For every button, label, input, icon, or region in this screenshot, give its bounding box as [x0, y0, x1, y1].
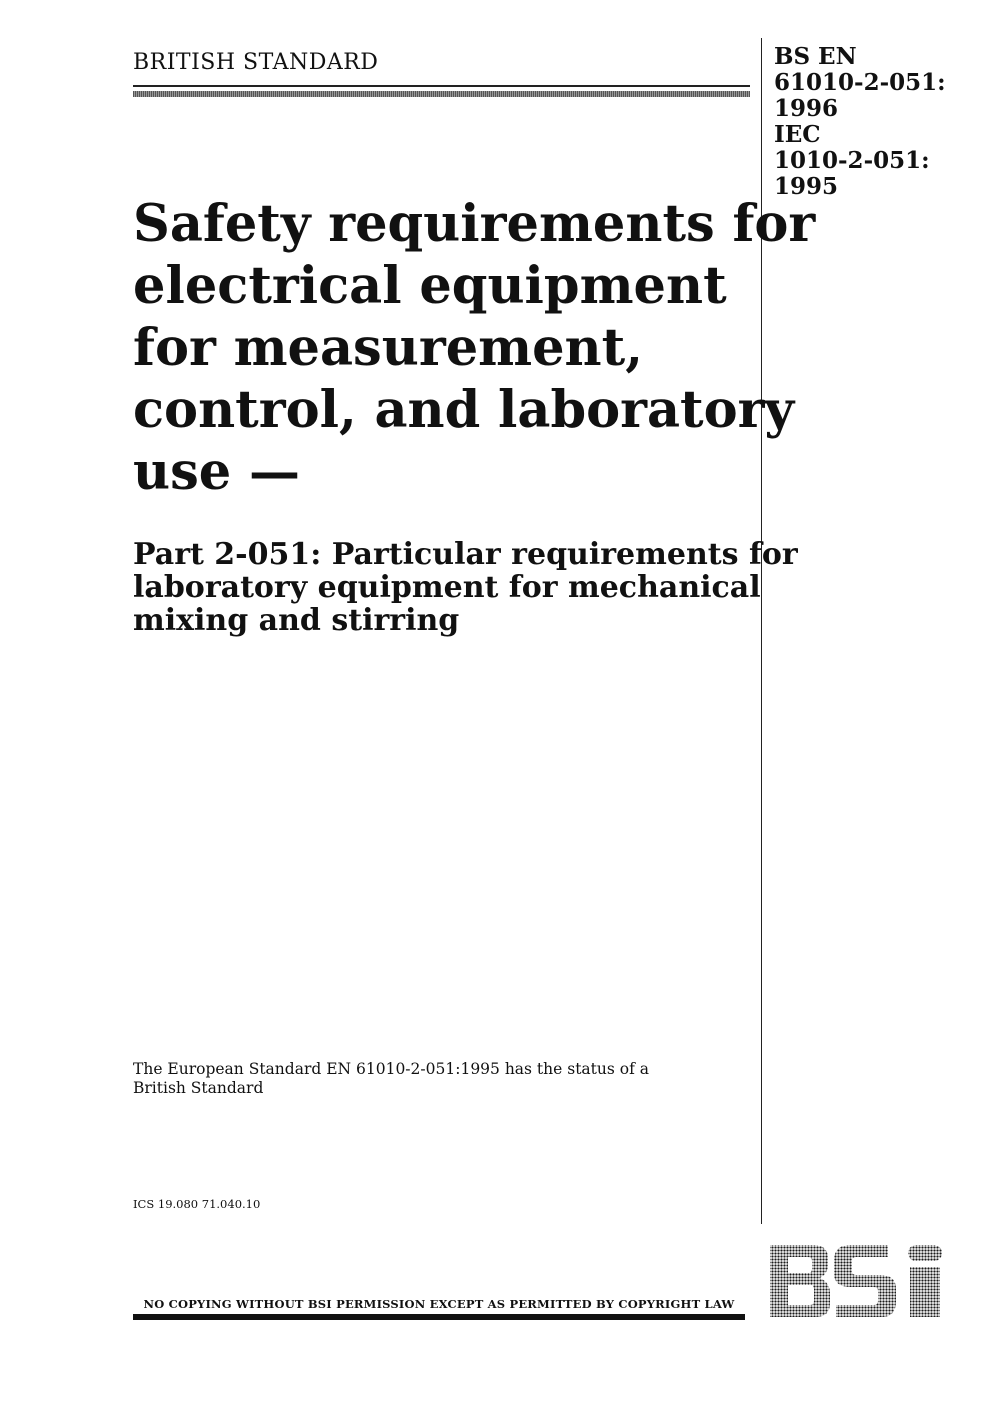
footer-rule	[133, 1314, 745, 1320]
reference-line: 1996	[774, 95, 839, 122]
subtitle-line: laboratory equipment for mechanical	[133, 570, 761, 605]
status-note-line: The European Standard EN 61010-2-051:1995 has the status of a	[133, 1060, 649, 1078]
copyright-notice: NO COPYING WITHOUT BSI PERMISSION EXCEPT AS PERMITTED BY COPYRIGHT LAW	[143, 1297, 735, 1311]
document-type-label: BRITISH STANDARD	[133, 50, 379, 75]
ics-code: ICS 19.080 71.040.10	[133, 1197, 261, 1211]
subtitle-line: mixing and stirring	[133, 603, 460, 638]
subtitle-line: Part 2-051: Particular requirements for	[133, 537, 798, 572]
title-line: Safety requirements for	[133, 194, 816, 254]
reference-line: 1995	[774, 173, 839, 200]
title-line: use —	[133, 442, 300, 502]
document-title	[133, 193, 816, 503]
bsi-logo-icon	[768, 1243, 946, 1319]
header-rule-thin	[133, 85, 750, 87]
reference-line: 61010-2-051:	[774, 69, 946, 96]
reference-line: IEC	[774, 121, 821, 148]
title-line: control, and laboratory	[133, 380, 795, 440]
reference-line: BS EN	[774, 43, 857, 70]
header-rule	[133, 85, 750, 97]
title-line: electrical equipment	[133, 256, 727, 316]
title-line: for measurement,	[133, 318, 643, 378]
status-note	[133, 1060, 733, 1098]
status-note-line: British Standard	[133, 1079, 264, 1097]
header-rule-thick	[133, 91, 750, 97]
reference-line: 1010-2-051:	[774, 147, 930, 174]
document-subtitle	[133, 537, 798, 638]
standard-reference-block	[774, 44, 954, 200]
